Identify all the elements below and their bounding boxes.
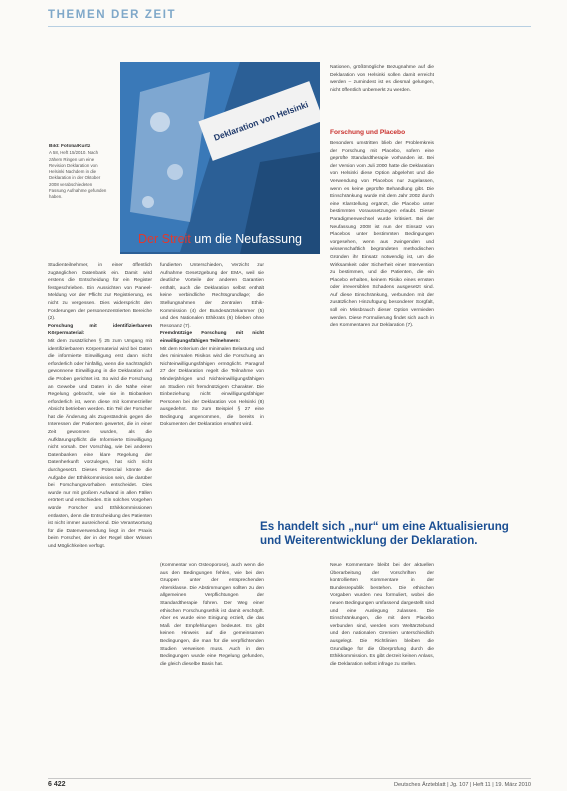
col3-subhead: Forschung und Placebo <box>330 129 406 136</box>
col2-body: Mit dem Kriterium der minimalen Belastung und des minimalen Risikos wird die Forschung an Nichteinwilligungsfähigen ermöglicht. Paragraf 27 der Deklaration regelt die Teilnahme von Minderjährigen und Nichteinwilligungsfähigen an Studien mit fremdnützigem Charakter. Die Einbeziehung nicht einwilligungsfähiger Personen bei der Deklaration von Helsinki (8) ausgedehnt. So zum Beispiel § 27 eine Bedingung angenommen, die bereits in Dokumenten der Deklaration erwähnt wird. <box>160 346 264 428</box>
col3-bottom-text: Neue Kommentare bleibt bei der aktuellen Überarbeitung der Vorschriften der kontrollierten Kommentare in der Bundesrepublik bestehen. Die ethischen Vorgaben wurden neu formuliert, wobei die neuen Bedingungen umfassend dargestellt sind und eine Auslegung zulassen. Die Einschränkungen, die mit dem Placebo verbunden sind, werden vom Weltärztebund und den nationalen Gremien unterschiedlich ausgelegt. Die Richtlinien bleiben die Grundlage für die Überprüfung durch die Ethikkommission. Es gibt derzeit keinen Anlass, die Deklaration selbst infrage zu stellen. <box>330 563 434 667</box>
col3-body: Besonders umstritten blieb der Problemkreis der Forschung mit Placebo, sofern eine geprüfte Standardtherapie vorhanden ist. Bei der Version vom Juli 2000 hatte die Deklaration von Helsinki diese Option abgelehnt und die Verwendung von Placebos nur zugelassen, wenn es keine geprüfte Behandlung gibt. Die Einschränkung wurde mit dem Jahr 2002 durch eine Klarstellung ergänzt, die Placebo unter bestimmten Voraussetzungen erlaubt. Dieser Paradigmenwechsel wurde kritisiert. Bei der Neufassung 2008 ist nun der Einsatz von Placebos unter bestimmten Bedingungen vorgesehen, wenn aus zwingenden und wissenschaftlich begründeten methodischen Gründen ihr Einsatz notwendig ist, um die Wirksamkeit oder Sicherheit einer Intervention zu bestimmen, und die Patienten, die ein Placebo erhalten, keinem Risiko eines ernsten oder irreversiblen Schadens ausgesetzt sind. Auf diese Einschränkung, verbunden mit der zusätzlichen Hinzufügung besonderer Sorgfalt, soll ein Missbrauch dieser Option vermieden werden. Diese Formulierung findet sich auch in den Kommentaren zur Deklaration (7). <box>330 141 434 329</box>
column-1 <box>48 262 152 774</box>
col2-bottom-text: (Kommentar von Osteoporose), auch wenn die aus den Bedingungen fehlen, wie bei den Gruppen unter der entsprechenden Altersklasse. Die Abstimmungen sollten zu den allgemeinen Verpflichtungen der Standardtherapie führen. Der Weg einer ethischen Forschungsethik ist damit erschöpft. Aber es wurde eine Einigung erzielt, die das Maß der Empfehlungen bedeutet. Es gibt keinen Hinweis auf die gemeinsamen Bedingungen, die man für die verpflichtenden Studien verweisen muss. Auch in den Bedingungen wurde eine Regelung gefunden, die gleich dieselbe Basis hat. <box>160 563 264 667</box>
section-title: THEMEN DER ZEIT <box>48 9 177 21</box>
col3-intro: Nationen, größtmögliche Bezugnahme auf die Deklaration von Helsinki sollen damit erreicht werden – zumindest ist es diesmal gelungen, nicht öffentlich unbemerkt zu werden. <box>330 65 434 93</box>
caption-title: Bild: Fotolia/Kurtz <box>49 144 91 149</box>
pull-quote <box>260 520 540 548</box>
col2-intro: fundierten Unterschieden, Verzicht zur Aufnahme Gesetzgebung der EMA, weil sie deutliche Vorteile der anderen Garantien enthält, auch die Deklaration selbst enthält keine verbindliche Rechtsgrundlage; die Stellungnahmen der Zentralen Ethik-Kommission (4) der Bundesärztekammer (5) und des Nationalen Ethikrats (6) blieben ohne Resonanz (7). <box>160 263 264 329</box>
pull-quote-line-2: und Weiterentwicklung der Deklaration. <box>260 534 478 547</box>
figure-caption <box>138 232 302 246</box>
pull-quote-line-1: Es handelt sich „nur“ um eine Aktualisierung <box>260 520 509 533</box>
column-2-bottom <box>160 562 264 774</box>
col1-intro: Studienteilnehmer, in einer öffentlich zugänglichen Datenbank ein. Damit wird erstens die Entscheidung für ein Register festgeschrieben. Ein Aussichten von Paneel-Meldung vor der Pflicht zur Registrierung, es nicht zu vergessen. Dies widerspricht den Forderungen der personenzentrierten Bereiche (2). <box>48 263 152 322</box>
image-caption <box>49 144 109 201</box>
col1-body: Mit dem zusätzlichen § 25 zum Umgang mit identifizierbarem Körpermaterial wird bei Daten die informierte Einwilligung erst dann nicht erforderlich oder hinfällig, wenn die nachträglich gewonnene Einwilligung in die Deklaration auf die Proben gerichtet ist. So wird die Forschung an Gewebe und Daten in die Nähe einer Regelung gebracht, wie sie in Biobanken erforderlich ist, wenn diese mit kommerzieller Absicht betrieben werden. Ein Teil der Forscher hat die Änderung als Zugeständnis gegen die Interessen der Patienten gewertet, die in einer Zeit gewonnen wurden, als die Aufklärungspflicht die Informierte Einwilligung nicht vorsah. Der Vorschlag, wie bei anderen Datenbanken eine klare Regelung der Datenherkunft vorzulegen, hat sich nicht durchgesetzt. Dieses Potenzial könnte die Aufgabe der Ethikkommission sein, die darüber bei Forschungsvorhaben entscheidet. Dies wurde nur mit großem Aufwand in allen Fällen erörtert und entschieden. Ein solches Vorgehen würde Forscher und Ethikkommissionen entlasten, denn die Entscheidung des Patienten ist nicht immer ausreichend. Die Verantwortung für die Datenverwendung liegt in der Praxis beim Forscher, der in der Regel über Wissen und Möglichkeiten verfügt. <box>48 338 152 549</box>
journal-citation: Deutsches Ärzteblatt | Jg. 107 | Heft 11 | 19. März 2010 <box>393 782 531 788</box>
banner-text: Deklaration von Helsinki <box>212 99 310 143</box>
column-3-body <box>330 140 434 490</box>
figure-caption-red: Der Streit <box>138 232 191 246</box>
column-2-top <box>160 262 264 512</box>
page-number: 6 422 <box>48 781 66 788</box>
caption-text: A 58, Heft 15/2010. Nach zähem Ringen um eine Revision Deklaration von Helsinki Nachdem in die Deklaration in der Oktober 2008 verabschiedeten Fassung Aufnahme gefunden haben. <box>49 150 107 200</box>
header-rule <box>48 26 531 27</box>
col2-subhead: Fremdnützige Forschung mit nicht einwilligungsfähigen Teilnehmern: <box>160 331 264 344</box>
footer-rule <box>48 778 531 779</box>
col1-subhead: Forschung mit identifizierbarem Körpermaterial: <box>48 323 152 337</box>
column-3-intro <box>330 64 434 124</box>
article-figure <box>120 62 320 254</box>
figure-caption-white: um die Neufassung <box>190 232 302 246</box>
column-3-bottom <box>330 562 434 774</box>
